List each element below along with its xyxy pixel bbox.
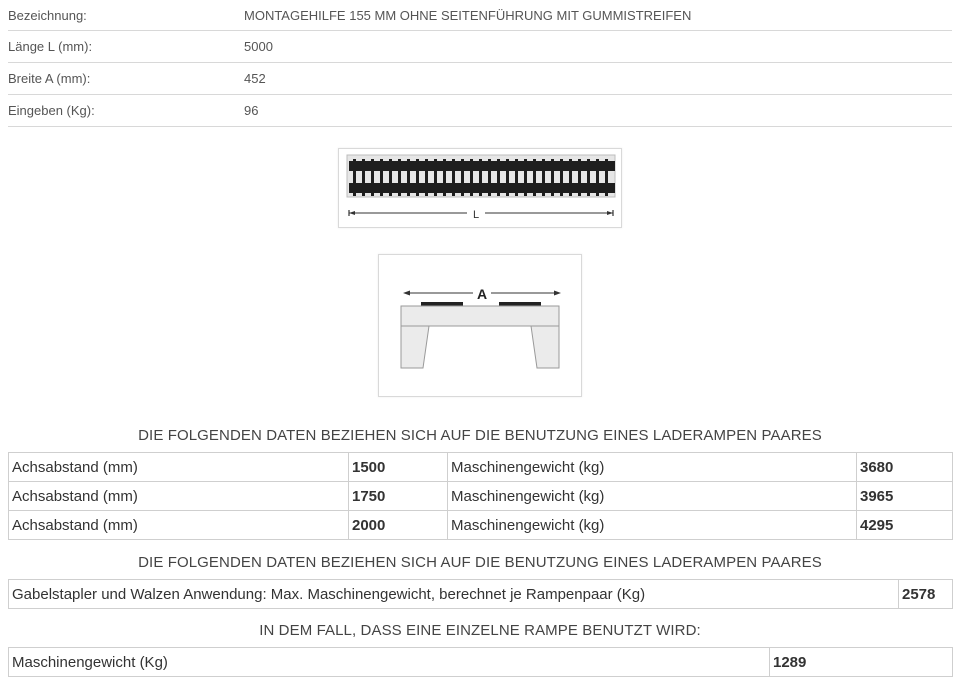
- ramp-rung: [605, 159, 608, 196]
- axle-distance-label: Achsabstand (mm): [9, 453, 349, 482]
- ramp-rung: [488, 159, 491, 196]
- spec-label: Bezeichnung:: [8, 7, 87, 23]
- ramp-rung: [443, 159, 446, 196]
- ramp-rung: [353, 159, 356, 196]
- single-ramp-table: [8, 647, 953, 677]
- ramp-rung: [452, 159, 455, 196]
- machine-weight-label: Maschinengewicht (kg): [448, 453, 857, 482]
- ramp-rung: [551, 159, 554, 196]
- spec-list: [8, 0, 952, 127]
- spec-row-breite: [8, 63, 952, 95]
- ramp-rung: [587, 159, 590, 196]
- ramp-rung: [380, 159, 383, 196]
- ramp-rung: [533, 159, 536, 196]
- table-row: [9, 511, 953, 540]
- ramp-rung: [596, 159, 599, 196]
- ramp-rung: [461, 159, 464, 196]
- axle-distance-table: [8, 452, 953, 540]
- forklift-table: [8, 579, 953, 609]
- ramp-rung: [389, 159, 392, 196]
- spec-row-laenge: [8, 31, 952, 63]
- length-label: L: [472, 209, 480, 221]
- ramp-rung: [434, 159, 437, 196]
- section-title-single-ramp: IN DEM FALL, DASS EINE EINZELNE RAMPE BENUTZT WIRD:: [259, 622, 701, 639]
- ramp-rung: [407, 159, 410, 196]
- ramp-rung: [371, 159, 374, 196]
- ramp-rung: [362, 159, 365, 196]
- spec-value: 96: [244, 103, 259, 118]
- ramp-rung: [470, 159, 473, 196]
- single-ramp-weight-label: Maschinengewicht (Kg): [9, 648, 770, 677]
- machine-weight-label: Maschinengewicht (kg): [448, 511, 857, 540]
- spec-row-bezeichnung: [8, 0, 952, 31]
- ramp-rung: [524, 159, 527, 196]
- forklift-weight-label: Gabelstapler und Walzen Anwendung: Max. Maschinengewicht, berechnet je Rampenpaar (Kg): [9, 580, 899, 609]
- ramp-rung: [578, 159, 581, 196]
- ramp-rung: [479, 159, 482, 196]
- table-row: [9, 648, 953, 677]
- ramp-rung: [416, 159, 419, 196]
- axle-distance-label: Achsabstand (mm): [9, 482, 349, 511]
- ramp-rung: [542, 159, 545, 196]
- machine-weight-value: 3965: [857, 482, 953, 511]
- table-row: [9, 580, 953, 609]
- machine-weight-value: 3680: [857, 453, 953, 482]
- ramp-width-diagram: [378, 254, 582, 397]
- machine-weight-value: 4295: [857, 511, 953, 540]
- spec-label: Eingeben (Kg):: [8, 103, 95, 118]
- ramp-length-diagram: [338, 148, 622, 228]
- ramp-rung: [398, 159, 401, 196]
- axle-distance-value: 1750: [349, 482, 448, 511]
- table-row: [9, 482, 953, 511]
- axle-distance-value: 2000: [349, 511, 448, 540]
- spec-value: MONTAGEHILFE 155 MM OHNE SEITENFÜHRUNG MIT GUMMISTREIFEN: [244, 7, 692, 23]
- section-title-pair-data: DIE FOLGENDEN DATEN BEZIEHEN SICH AUF DIE BENUTZUNG EINES LADERAMPEN PAARES: [138, 427, 822, 444]
- spec-label: Breite A (mm):: [8, 71, 91, 86]
- single-ramp-weight-value: 1289: [770, 648, 953, 677]
- machine-weight-label: Maschinengewicht (kg): [448, 482, 857, 511]
- spec-label: Länge L (mm):: [8, 39, 93, 54]
- spec-value: 452: [244, 71, 266, 86]
- forklift-weight-value: 2578: [899, 580, 953, 609]
- ramp-rung: [560, 159, 563, 196]
- ramp-rung: [497, 159, 500, 196]
- axle-distance-label: Achsabstand (mm): [9, 511, 349, 540]
- ramp-rung: [569, 159, 572, 196]
- spec-value: 5000: [244, 39, 273, 54]
- ramp-rung: [515, 159, 518, 196]
- ramp-rung: [506, 159, 509, 196]
- spec-row-gewicht: [8, 95, 952, 127]
- ramp-side-view-image: [379, 255, 581, 396]
- ramp-top-view-image: [339, 149, 621, 227]
- width-label: A: [476, 286, 488, 302]
- table-row: [9, 453, 953, 482]
- ramp-rung: [425, 159, 428, 196]
- axle-distance-value: 1500: [349, 453, 448, 482]
- section-title-forklift: DIE FOLGENDEN DATEN BEZIEHEN SICH AUF DIE BENUTZUNG EINES LADERAMPEN PAARES: [138, 554, 822, 571]
